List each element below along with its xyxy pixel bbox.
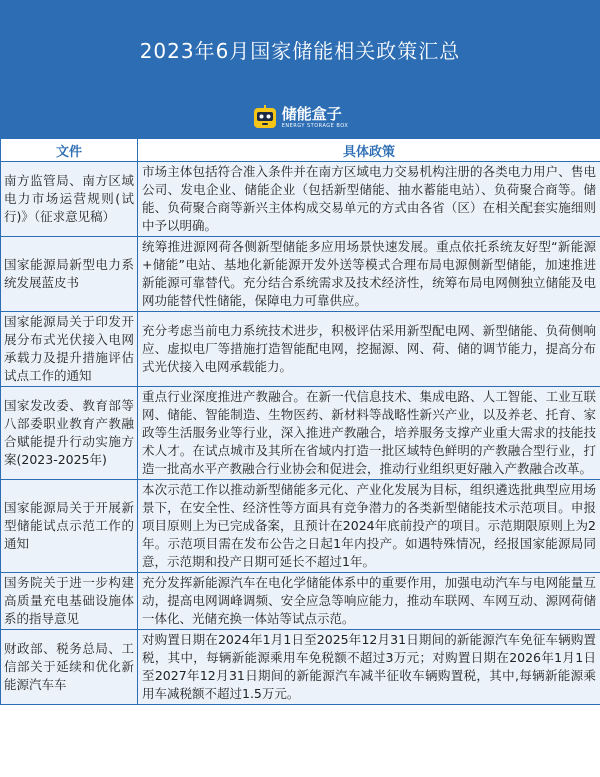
column-header-document: 文件 xyxy=(1,139,138,162)
policy-cell: 市场主体包括符合准入条件并在南方区域电力交易机构注册的各类电力用户、售电公司、发电企业、储能企业（包括新型储能、抽水蓄能电站）、负荷聚合商等。储能、负荷聚合商等新兴主体构成交易单元的方式由各省（区）在相关配套实施细则中予以明确。 xyxy=(138,162,600,237)
brand-subtitle: ENERGY STORAGE BOX xyxy=(281,123,349,129)
page-title: 2023年6月国家储能相关政策汇总 xyxy=(139,38,461,63)
table-row xyxy=(1,630,600,705)
policy-cell: 本次示范工作以推动新型储能多元化、产业化发展为目标，组织遴选批典型应用场景下，在安全性、经济性等方面具有竞争潜力的各类新型储能技术示范项目。申报项目原则上为已完成备案，且预计在2024年底前投产的项目。示范期限原则上为2年。示范项目需在发布公告之日起1年内投产。如遇特殊情况，经报国家能源局同意，示范期和投产日期可延长不超过1年。 xyxy=(138,480,600,573)
policy-cell: 充分考虑当前电力系统技术进步，积极评估采用新型配电网、新型储能、负荷侧响应、虚拟电厂等措施打造智能配电网，挖掘源、网、荷、储的调节能力，提高分布式光伏接入电网承载能力。 xyxy=(138,312,600,387)
table-row xyxy=(1,162,600,237)
policy-cell: 对购置日期在2024年1月1日至2025年12月31日期间的新能源汽车免征车辆购置税，其中，每辆新能源乘用车免税额不超过3万元；对购置日期在2026年1月1日至2027年12月31日期间的新能源汽车减半征收车辆购置税，其中,每辆新能源乘用车减税额不超过1.5万元。 xyxy=(138,630,600,705)
policy-cell: 充分发挥新能源汽车在电化学储能体系中的重要作用，加强电动汽车与电网能量互动，提高电网调峰调频、安全应急等响应能力，推动车联网、车网互动、源网荷储一体化、光储充换一体站等试点示范。 xyxy=(138,573,600,630)
policy-table xyxy=(0,138,600,705)
table-header-row xyxy=(1,139,600,162)
document-cell: 财政部、税务总局、工信部关于延续和优化新能源汽车车 xyxy=(1,630,138,705)
table-row xyxy=(1,480,600,573)
brand-name: 储能盒子 xyxy=(281,105,342,123)
table-row xyxy=(1,573,600,630)
brand-logo xyxy=(252,105,349,131)
title-banner xyxy=(0,0,600,98)
robot-face-icon xyxy=(252,105,278,131)
policy-cell: 统筹推进源网荷各侧新型储能多应用场景快速发展。重点依托系统友好型“新能源+储能”电站、基地化新能源开发外送等模式合理布局电源侧新型储能，加速推进新能源可靠替代。充分结合系统需求及技术经济性，统筹布局电网侧独立储能及电网功能替代性储能，保障电力可靠供应。 xyxy=(138,237,600,312)
brand-bar xyxy=(0,98,600,138)
document-cell: 国家能源局关于开展新型储能试点示范工作的通知 xyxy=(1,480,138,573)
policy-cell: 重点行业深度推进产教融合。在新一代信息技术、集成电路、人工智能、工业互联网、储能、智能制造、生物医药、新材料等战略性新兴产业，以及养老、托育、家政等生活服务业等行业，深入推进产教融合，培养服务支撑产业重大需求的技能技术人才。在试点城市及其所在省域内打造一批区域特色鲜明的产教融合型行业，打造一批高水平产教融合行业协会和促进会，推动行业组织更好融入产教融合改革。 xyxy=(138,387,600,480)
table-row xyxy=(1,237,600,312)
document-cell: 国务院关于进一步构建高质量充电基础设施体系的指导意见 xyxy=(1,573,138,630)
table-row xyxy=(1,387,600,480)
document-cell: 国家能源局新型电力系统发展蓝皮书 xyxy=(1,237,138,312)
document-cell: 国家发改委、教育部等八部委职业教育产教融合赋能提升行动实施方案(2023-2025年) xyxy=(1,387,138,480)
document-cell: 国家能源局关于印发开展分布式光伏接入电网承载力及提升措施评估试点工作的通知 xyxy=(1,312,138,387)
document-cell: 南方监管局、南方区域电力市场运营规则(试行)》（征求意见稿） xyxy=(1,162,138,237)
column-header-policy: 具体政策 xyxy=(138,139,600,162)
table-row xyxy=(1,312,600,387)
